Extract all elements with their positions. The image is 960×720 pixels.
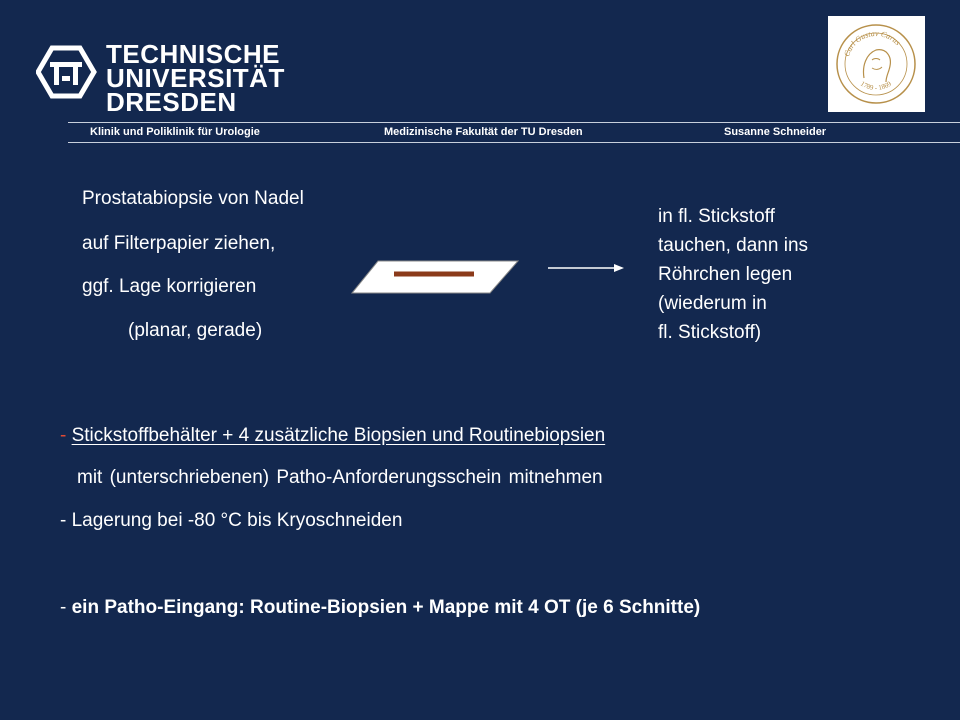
step-left-line-3: ggf. Lage korrigieren (82, 276, 257, 297)
step-right-line-4: (wiederum in (658, 293, 767, 314)
bullet-1-text: Stickstoffbehälter + 4 zusätzliche Biopsien und Routinebiopsien (71, 425, 606, 446)
bullet-3-dash: - (60, 597, 67, 618)
bullet-1 (60, 425, 605, 447)
author-label: Susanne Schneider (724, 126, 827, 138)
bullet-3 (60, 597, 700, 619)
department-label: Klinik und Poliklinik für Urologie (90, 126, 260, 138)
bullet-2-text: Lagerung bei -80 °C bis Kryoschneiden (71, 510, 403, 531)
carus-seal (828, 16, 925, 112)
svg-text:1789 - 1869 (859, 79, 893, 92)
step-left-line-2: auf Filterpapier ziehen, (82, 233, 276, 254)
logo-line-2: UNIVERSITÄT (106, 63, 285, 93)
bullet-2-dash: - (60, 510, 67, 531)
step-right-line-5: fl. Stickstoff) (658, 322, 762, 343)
bullet-1-continuation: mit (unterschriebenen) Patho-Anforderungsschein mitnehmen (77, 467, 603, 488)
step-left-line-4: (planar, gerade) (128, 320, 263, 341)
logo-line-1: TECHNISCHE (106, 39, 281, 69)
filter-paper-shape (352, 261, 518, 293)
seal-text-top: Carl Gustav Carus (842, 28, 903, 58)
header-rule-top (68, 122, 960, 123)
faculty-label: Medizinische Fakultät der TU Dresden (384, 126, 583, 138)
filter-paper-illustration (350, 258, 522, 296)
bullet-2 (60, 510, 402, 532)
header-rule-bottom (68, 142, 960, 143)
arrow-right-icon (548, 260, 628, 276)
step-right-block (658, 202, 808, 347)
bullet-1-dash: - (60, 425, 67, 446)
step-right-line-2: tauchen, dann ins (658, 235, 809, 256)
university-name (106, 39, 285, 117)
bullet-3-text: ein Patho-Eingang: Routine-Biopsien + Mappe mit 4 OT (je 6 Schnitte) (71, 597, 701, 618)
step-left-line-1: Prostatabiopsie von Nadel (82, 188, 304, 209)
carus-seal-icon (828, 16, 925, 112)
step-right-line-3: Röhrchen legen (658, 264, 793, 285)
seal-text-bottom: 1789 - 1869 (858, 79, 893, 93)
logo-line-3: DRESDEN (106, 87, 237, 117)
step-right-line-1: in fl. Stickstoff (658, 206, 775, 227)
